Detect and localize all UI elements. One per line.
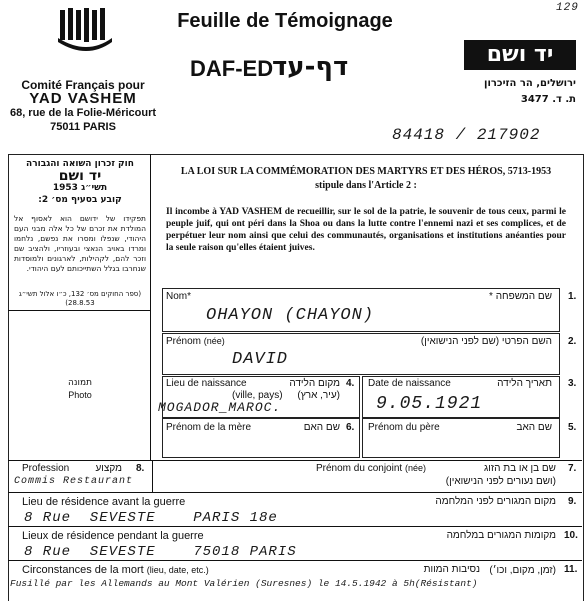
law-hebrew-title: חוק זכרון השואה והגבורה יד ושם תשי״ג 1953 קובע בסעיף מס׳ 2: <box>26 159 134 205</box>
conjoint-hebrew-sub: (ושם נעורים לפני הנישואין) <box>445 476 556 487</box>
prenom-pere-hebrew: שם האב <box>516 422 552 433</box>
date-naissance-label: Date de naissance <box>368 378 451 389</box>
residence-avant-label: Lieu de résidence avant la guerre <box>22 496 186 508</box>
mort-number: 11. <box>564 564 578 575</box>
law-french-body: Il incombe à YAD VASHEM de recueillir, sur le sol de la patrie, le souvenir de tous ceux, parmi le peuple juif, qui ont péri dans la Shoa ou dans la lutte contre l'ennemi nazi et ses complices, et de perpétuer leur nom ainsi que celui des communautés, organisations et institutions anéanties pour la seule raison qu'elles étaient juives. <box>166 207 566 253</box>
mort-value[interactable]: Fusillé par les Allemands au Mont Valérien (Suresnes) le 14.5.1942 à 5h(Résistant) <box>10 578 478 589</box>
prenom-mere-hebrew: שם האם <box>303 422 340 433</box>
prenom-mere-label: Prénom de la mère <box>166 422 252 433</box>
prenom-pere-number: 5. <box>568 422 577 433</box>
residence-avant-hebrew: מקום המגורים לפני המלחמה <box>435 496 556 507</box>
lieu-naissance-number: 4. <box>346 378 355 389</box>
lieu-naissance-hebrew: מקום הלידה <box>289 378 340 389</box>
law-hebrew-ref: (ספר החוקים מס׳ 132, כ״ו אלול תשי״ג 28.8.53) <box>18 290 142 307</box>
nom-hebrew: שם המשפחה * <box>489 291 552 302</box>
prenom-value[interactable]: DAVID <box>232 350 289 369</box>
lieu-naissance-sub: (ville, pays) <box>232 390 283 401</box>
yad-vashem-hebrew-logo: יד ושם <box>464 40 576 70</box>
po-box: ת. ד. 3477 <box>520 94 576 105</box>
corner-number: 129 <box>556 2 579 14</box>
residence-avant-number: 9. <box>568 496 577 507</box>
daf-ed-hebrew: דף-עד <box>272 52 349 82</box>
conjoint-number: 7. <box>568 463 577 474</box>
prenom-pere-label: Prénom du père <box>368 422 440 433</box>
profession-hebrew: מקצוע <box>95 463 122 474</box>
daf-ed-label: DAF-ED <box>190 56 274 81</box>
prenom-mere-number: 6. <box>346 422 355 433</box>
jerusalem-hebrew: ירושלים, הר הזיכרון <box>484 78 576 89</box>
date-naissance-value[interactable]: 9.05.1921 <box>376 394 483 414</box>
profession-number: 8. <box>136 463 145 474</box>
residence-pendant-hebrew: מקומות המגורים במלחמה <box>446 530 556 541</box>
profession-label: Profession <box>22 463 70 474</box>
law-hebrew-body: תפקידו של ידושם הוא לאסוף אל המולדת את זכרם של כל אלה מבני העם היהודי, שנפלו ומסרו את נפשם, נלחמו ומרדו באויב הנאצי ובעוזריו, ולהציב שם וזכר להם, לקהילות, לארגונים ולמוסדות שנחרבו בגלל השתייכותם לעם היהודי. <box>14 214 146 273</box>
mort-label: Circonstances de la mort (lieu, date, etc.) <box>22 564 209 576</box>
mort-hebrew-sub: (זמן, מקום, וכו׳) <box>489 565 556 576</box>
photo-label: Photo <box>68 390 92 400</box>
org-line1: Comité Français pour <box>21 78 145 92</box>
law-french-title: LA LOI SUR LA COMMÉMORATION DES MARTYRS ET DES HÉROS, 5713-1953 <box>180 166 552 177</box>
nom-number: 1. <box>568 291 577 302</box>
handwritten-reference: 84418 / 217902 <box>392 126 541 144</box>
photo-hebrew: תמונה <box>68 378 92 388</box>
prenom-label: Prénom (née) <box>166 336 225 347</box>
profession-value[interactable]: Commis Restaurant <box>14 476 134 487</box>
prenom-hebrew: השם הפרטי (שם לפני הנישואין) <box>420 336 552 347</box>
residence-avant-value[interactable]: 8 Rue SEVESTE PARIS 18e <box>24 510 278 526</box>
residence-pendant-value[interactable]: 8 Rue SEVESTE 75018 PARIS <box>24 544 297 560</box>
menorah-logo <box>52 8 122 58</box>
lieu-naissance-hebrew-sub: (עיר, ארץ) <box>297 390 340 401</box>
date-naissance-number: 3. <box>568 378 577 389</box>
nom-value[interactable]: OHAYON (CHAYON) <box>206 306 375 325</box>
org-block <box>8 78 158 134</box>
mort-hebrew: נסיבות המוות <box>423 564 480 575</box>
nom-label: Nom* <box>166 291 192 302</box>
law-french-subtitle: stipule dans l'Article 2 : <box>315 180 417 191</box>
conjoint-hebrew: שם בן או בת הזוג <box>484 463 556 474</box>
form-title: Feuille de Témoignage <box>177 10 393 32</box>
residence-pendant-label: Lieux de résidence pendant la guerre <box>22 530 204 542</box>
lieu-naissance-value[interactable]: MOGADOR_MAROC. <box>158 400 282 415</box>
org-line4: 75011 PARIS <box>50 121 116 133</box>
org-line3: 68, rue de la Folie-Méricourt <box>9 107 157 119</box>
residence-pendant-number: 10. <box>564 530 578 541</box>
lieu-naissance-label: Lieu de naissance <box>166 378 247 389</box>
org-line2: YAD VASHEM <box>29 90 137 107</box>
prenom-number: 2. <box>568 336 577 347</box>
conjoint-label: Prénom du conjoint (née) <box>316 463 426 474</box>
date-naissance-hebrew: תאריך הלידה <box>497 378 552 389</box>
